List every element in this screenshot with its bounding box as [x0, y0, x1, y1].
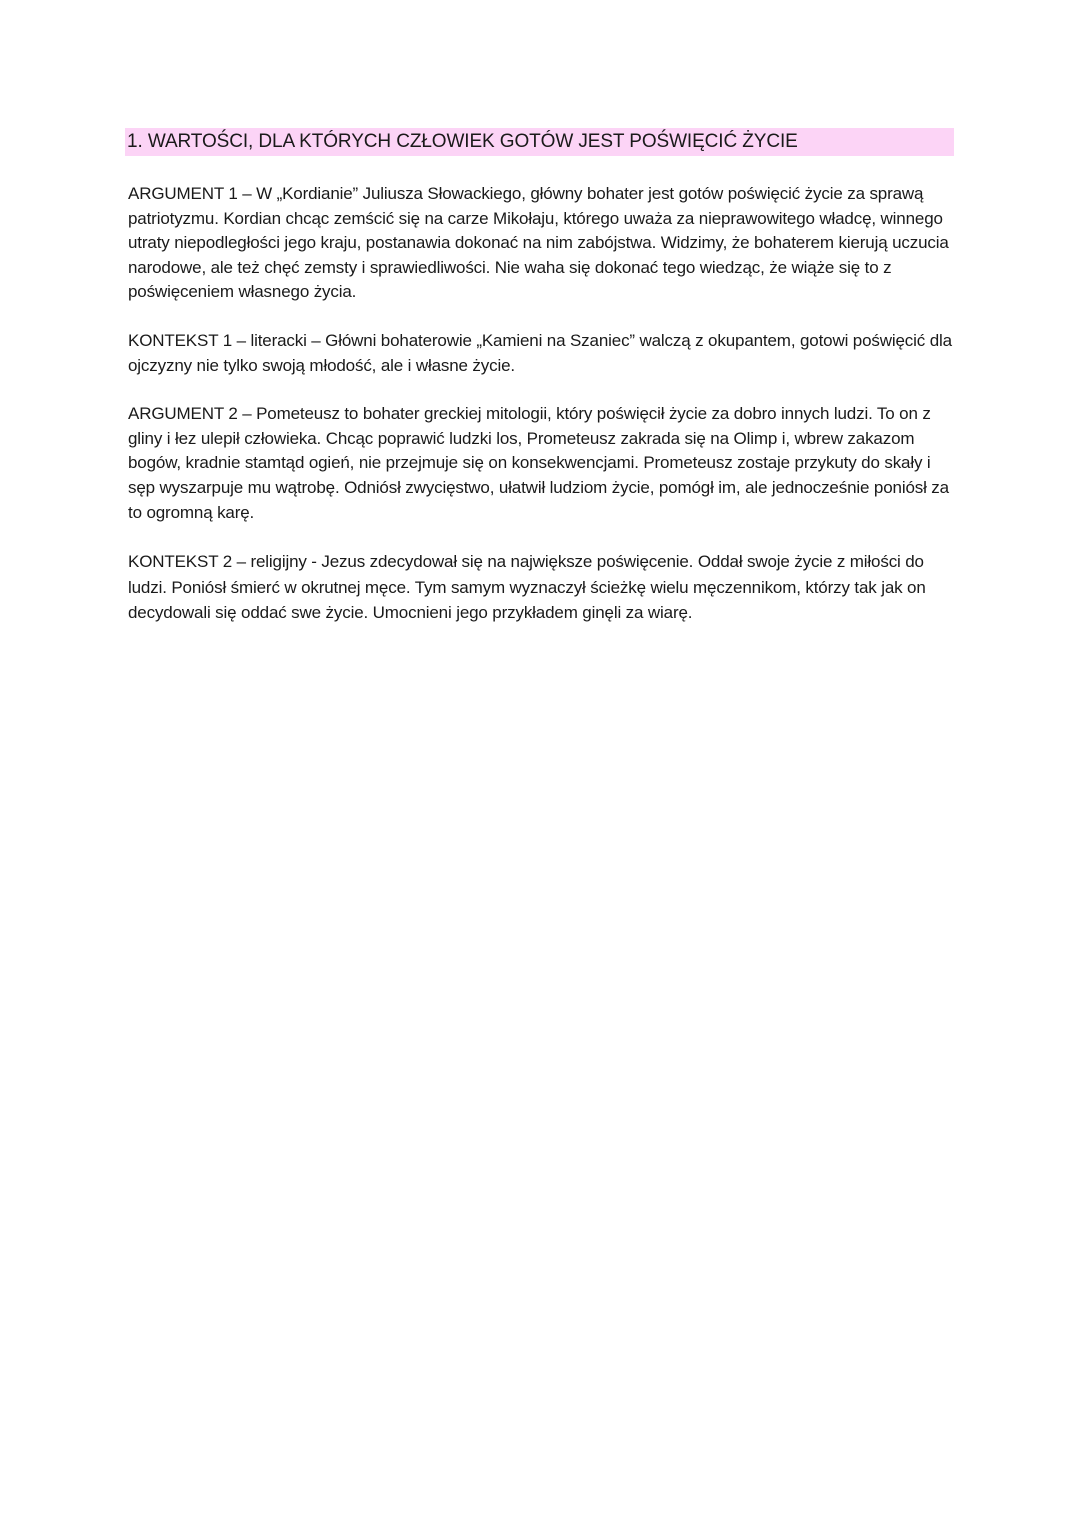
- argument-1-paragraph: ARGUMENT 1 – W „Kordianie” Juliusza Słowackiego, główny bohater jest gotów poświęcić życie za sprawą patriotyzmu. Kordian chcąc zemścić się na carze Mikołaju, którego uważa za nieprawowitego władcę, winnego utraty niepodległości jego kraju, postanawia dokonać na nim zabójstwa. Widzimy, że bohaterem kierują uczucia narodowe, ale też chęć zemsty i sprawiedliwości. Nie waha się dokonać tego wiedząc, że wiąże się to z poświęceniem własnego życia.: [128, 184, 949, 302]
- context-1-paragraph: KONTEKST 1 – literacki – Główni bohaterowie „Kamieni na Szaniec” walczą z okupantem, gotowi poświęcić dla ojczyzny nie tylko swoją młodość, ale i własne życie.: [128, 330, 952, 375]
- section-heading: 1. WARTOŚCI, DLA KTÓRYCH CZŁOWIEK GOTÓW JEST POŚWIĘCIĆ ŻYCIE: [125, 128, 954, 156]
- argument-2-paragraph: ARGUMENT 2 – Pometeusz to bohater greckiej mitologii, który poświęcił życie za dobro innych ludzi. To on z gliny i łez ulepił człowieka. Chcąc poprawić ludzki los, Prometeusz zakrada się na Olimp i, wbrew zakazom bogów, kradnie stamtąd ogień, nie przejmuje się on konsekwencjami. Prometeusz zostaje przykuty do skały i sęp wyszarpuje mu wątrobę. Odniósł zwycięstwo, ułatwił ludziom życie, pomógł im, ale jednocześnie poniósł za to ogromną karę.: [128, 404, 949, 522]
- document-content: [128, 128, 954, 649]
- context-2-paragraph: KONTEKST 2 – religijny - Jezus zdecydował się na największe poświęcenie. Oddał swoje życie z miłości do ludzi. Poniósł śmierć w okrutnej męce. Tym samym wyznaczył ścieżkę wielu męczennikom, którzy tak jak on decydowali się oddać swe życie. Umocnieni jego przykładem ginęli za wiarę.: [128, 552, 926, 622]
